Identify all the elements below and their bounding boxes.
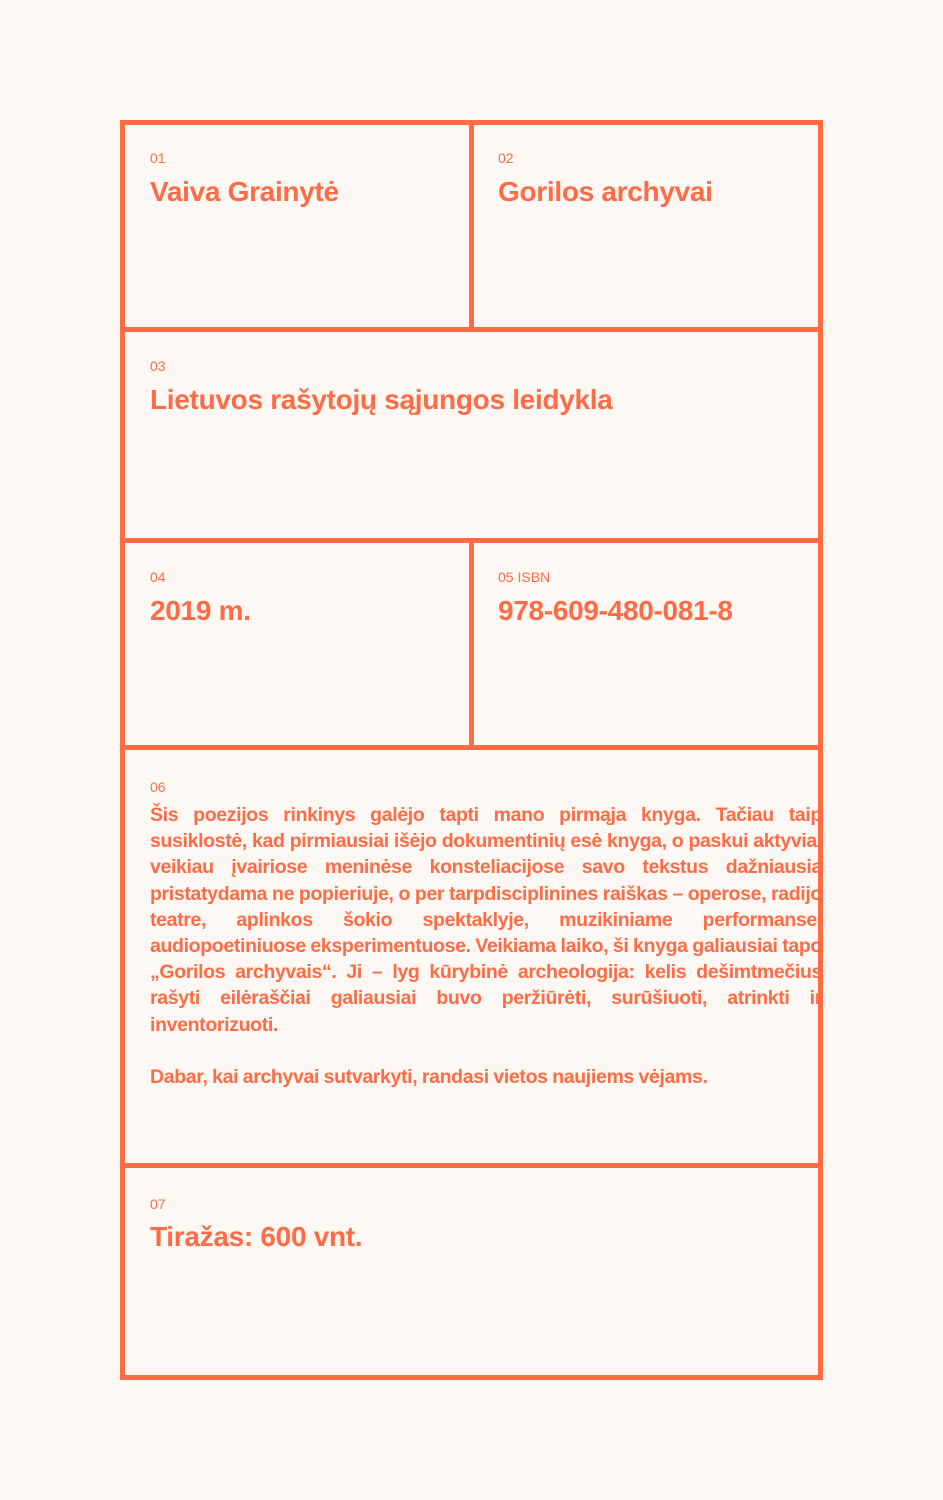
publication-year: 2019 m.	[150, 595, 251, 626]
cell-publisher	[125, 332, 818, 538]
cell-description	[125, 750, 822, 1163]
cell-author	[125, 125, 469, 327]
print-run: Tiražas: 600 vnt.	[150, 1221, 363, 1252]
field-number: 06	[150, 779, 166, 795]
field-number: 01	[150, 150, 166, 166]
cell-isbn	[474, 543, 818, 745]
cell-year	[125, 543, 469, 745]
cell-print-run	[125, 1168, 818, 1375]
book-info-grid	[120, 120, 823, 1380]
description-paragraph: Dabar, kai archyvai sutvarkyti, randasi vietos naujiems vėjams.	[150, 1065, 708, 1088]
field-number: 03	[150, 358, 166, 374]
book-title: Gorilos archyvai	[498, 176, 713, 207]
field-number: 07	[150, 1196, 166, 1212]
field-number: 05 ISBN	[498, 569, 551, 585]
field-number: 02	[498, 150, 514, 166]
author-name: Vaiva Grainytė	[150, 176, 339, 207]
field-number: 04	[150, 569, 166, 585]
description	[150, 802, 822, 1090]
cell-title	[474, 125, 818, 327]
isbn-value: 978-609-480-081-8	[498, 595, 733, 626]
publisher-name: Lietuvos rašytojų sąjungos leidykla	[150, 384, 613, 415]
description-paragraph: Šis poezijos rinkinys galėjo tapti mano pirmąja knyga. Tačiau taip susiklostė, kad pirmiausiai išėjo dokumentinių esė knyga, o paskui aktyviai veikiau įvairiose meninėse konsteliacijose savo tekstus dažniausia pristatydama ne popieriuje, o per tarpdisciplinines raiškas – operose, radijo teatre, aplinkos šokio spektaklyje, muzikiniame performanse, audiopoetiniuose eksperimentuose. Veikiama laiko, ši knyga galiausiai tapo „Gorilos archyvais“. Ji – lyg kūrybinė archeologija: kelis dešimtmečius rašyti eilėraščiai galiausiai buvo peržiūrėti, surūšiuoti, atrinkti ir inventorizuoti.	[150, 804, 822, 1036]
